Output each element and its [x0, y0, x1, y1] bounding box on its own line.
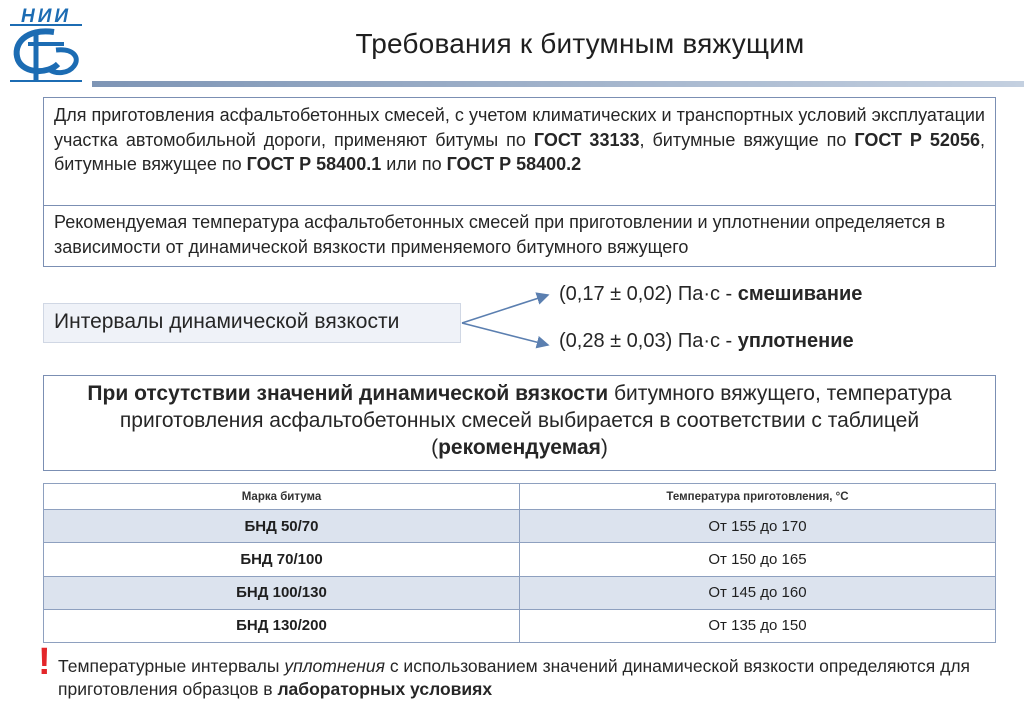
closing-paren: ) — [600, 436, 608, 459]
footnote-text-2: с использованием значений динамической вязкости определяются для приготовления образцов в — [58, 656, 971, 699]
grade-cell: БНД 50/70 — [44, 510, 520, 543]
header-divider — [92, 81, 1024, 87]
gost-text-2: , битумные вяжущие по — [639, 129, 855, 150]
viscosity-intervals-label: Интервалы динамической вязкости — [43, 303, 461, 343]
temperature-cell: От 135 до 150 — [520, 609, 996, 642]
gost-58400-2: ГОСТ Р 58400.2 — [446, 154, 582, 174]
exclamation-icon: ! — [38, 641, 51, 683]
gost-33133: ГОСТ 33133 — [533, 129, 640, 150]
table-header-row — [44, 484, 996, 510]
no-viscosity-note-box — [43, 375, 996, 471]
logo-text: НИИ — [20, 6, 72, 27]
grade-cell: БНД 100/130 — [44, 576, 520, 609]
branch-arrows-icon — [456, 283, 556, 363]
compaction-footnote — [58, 655, 1008, 701]
header-temperature: Температура приготовления, °С — [520, 484, 996, 510]
viscosity-mixing — [559, 283, 862, 306]
gost-text-4: или по — [381, 154, 447, 174]
table-row — [44, 543, 996, 576]
temperature-cell: От 150 до 165 — [520, 543, 996, 576]
footnote-compaction: уплотнения — [284, 656, 385, 676]
temperature-cell: От 145 до 160 — [520, 576, 996, 609]
compaction-range: (0,28 ± 0,03) Па·с - — [559, 330, 738, 352]
table-row — [44, 609, 996, 642]
grade-cell: БНД 70/100 — [44, 543, 520, 576]
gost-text-1: Для приготовления асфальтобетонных смесей, с учетом климатических и транспортных условий эксплуатации участка автомобильной дороги, применяют битумы по — [54, 105, 985, 150]
mixing-label: смешивание — [737, 283, 863, 305]
table-row — [44, 510, 996, 543]
viscosity-compaction — [559, 330, 854, 353]
temperature-paragraph: Рекомендуемая температура асфальтобетонных смесей при приготовлении и уплотнении определяется в зависимости от динамической вязкости применяемого битумного вяжущего — [54, 212, 946, 257]
mixing-range: (0,17 ± 0,02) Па·с - — [559, 283, 738, 305]
table-row — [44, 576, 996, 609]
bitumen-temperature-table — [43, 483, 996, 643]
nii-logo — [6, 4, 86, 84]
compaction-label: уплотнение — [737, 330, 854, 352]
footnote-text-1: Температурные интервалы — [58, 656, 285, 676]
gost-text-3: , битумные вяжущее по — [54, 129, 985, 174]
header-grade: Марка битума — [44, 484, 520, 510]
no-viscosity-text: битумного вяжущего, температура приготовления асфальтобетонных смесей выбирается в соответствии с таблицей ( — [119, 382, 952, 459]
temperature-cell: От 155 до 170 — [520, 510, 996, 543]
gost-requirements-box — [43, 97, 996, 267]
footnote-lab-conditions: лабораторных условиях — [277, 679, 493, 699]
grade-cell: БНД 130/200 — [44, 609, 520, 642]
gost-paragraph — [44, 98, 995, 205]
recommended-label: рекомендуемая — [438, 436, 601, 459]
page-title: Требования к битумным вяжущим — [355, 28, 805, 59]
gost-52056: ГОСТ Р 52056 — [854, 129, 980, 150]
gost-58400-1: ГОСТ Р 58400.1 — [246, 154, 382, 174]
no-viscosity-bold: При отсутствии значений динамической вязкости — [87, 382, 609, 405]
